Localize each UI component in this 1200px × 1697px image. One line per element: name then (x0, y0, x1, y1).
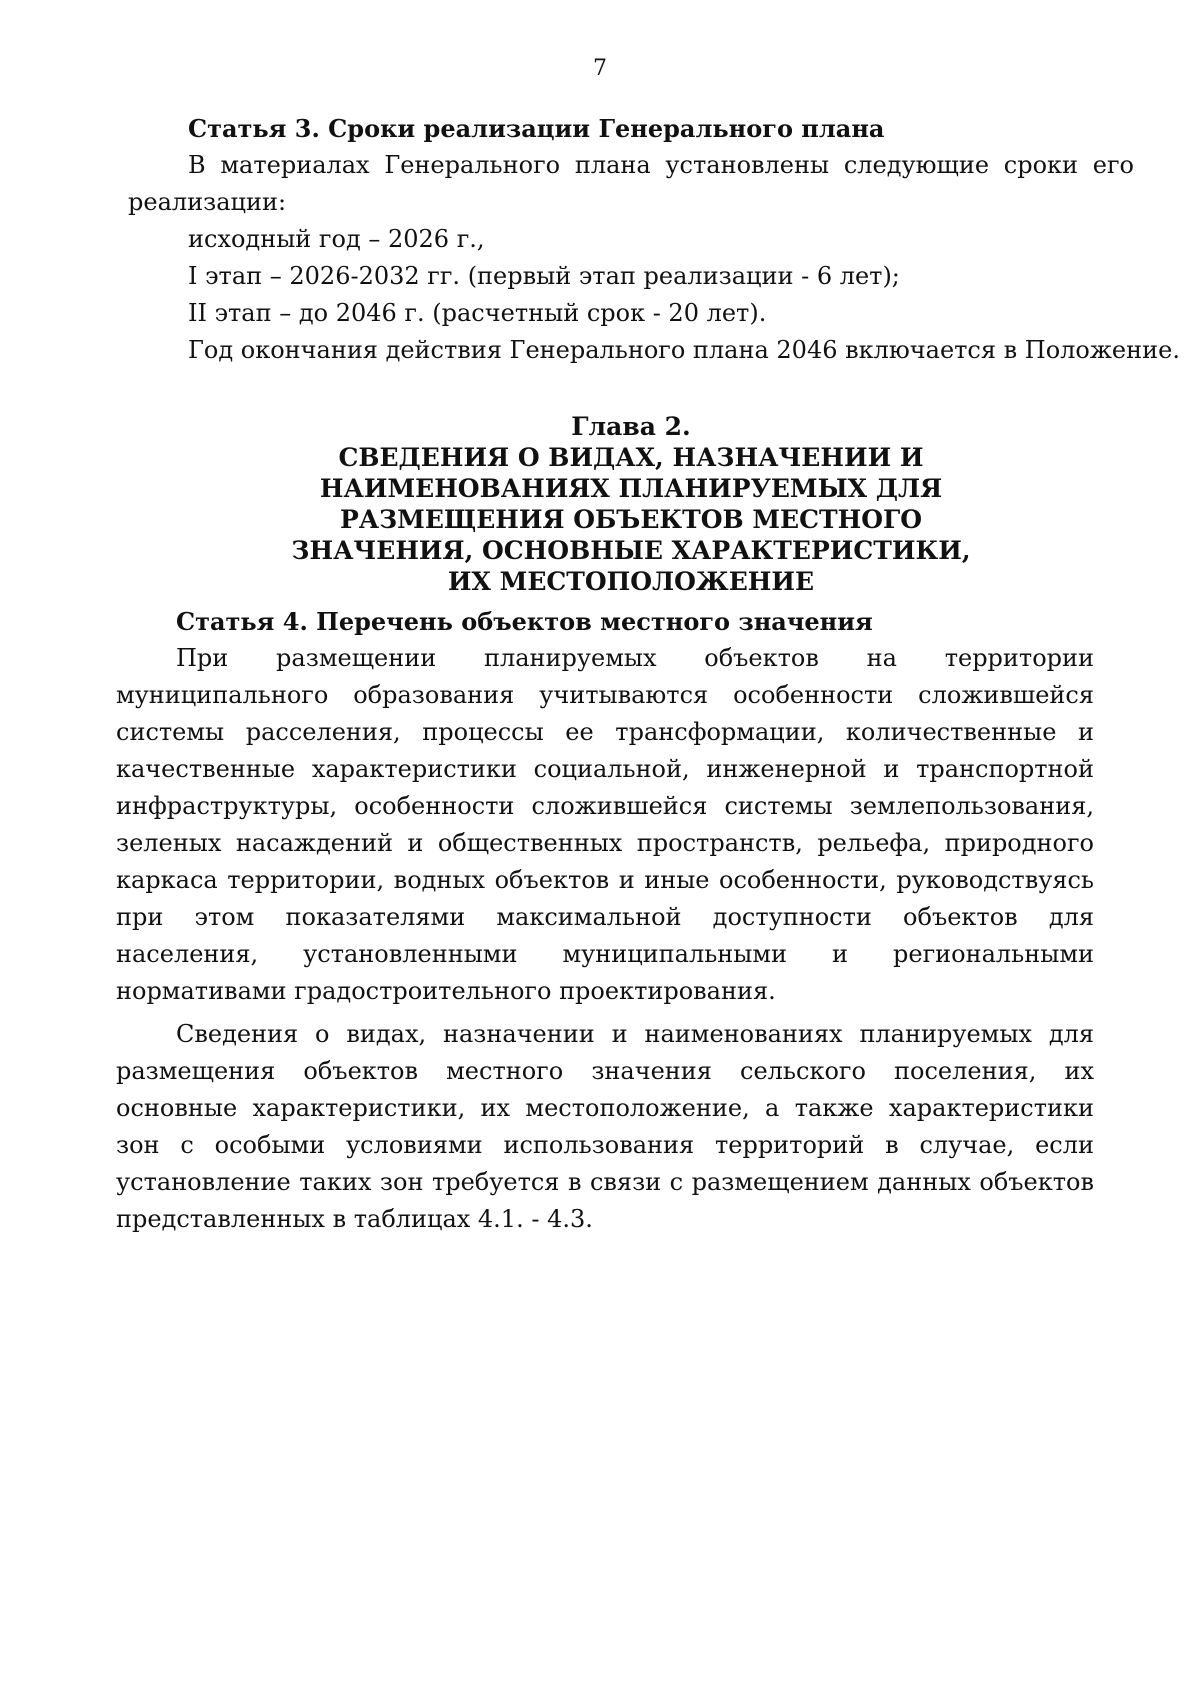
article-3-item-stage-1: I этап – 2026-2032 гг. (первый этап реализации - 6 лет); (188, 262, 900, 290)
page-number: 7 (593, 56, 607, 81)
article-4-section (116, 603, 1094, 1238)
article-3-closing: Год окончания действия Генерального плана 2046 включается в Положение. (188, 336, 1180, 364)
chapter-2-block (128, 411, 1134, 597)
article-4-title: Статья 4. Перечень объектов местного значения (176, 607, 873, 636)
article-3-title: Статья 3. Сроки реализации Генерального плана (188, 114, 885, 143)
article-4-paragraph-1: При размещении планируемых объектов на территории муниципального образования учитываются особенности сложившейся системы расселения, процессы ее трансформации, количественные и качественные характеристики социальной, инженерной и транспортной инфраструктуры, особенности сложившейся системы землепользования, зеленых насаждений и общественных пространств, рельефа, природного каркаса территории, водных объектов и иные особенности, руководствуясь при этом показателями максимальной доступности объектов для населения, установленными муниципальными и региональными нормативами градостроительного проектирования. (116, 644, 1094, 1005)
chapter-2-title: СВЕДЕНИЯ О ВИДАХ, НАЗНАЧЕНИИ И НАИМЕНОВАНИЯХ ПЛАНИРУЕМЫХ ДЛЯ РАЗМЕЩЕНИЯ ОБЪЕКТОВ МЕСТНОГО ЗНАЧЕНИЯ, ОСНОВНЫЕ ХАРАКТЕРИСТИКИ, ИХ МЕСТОПОЛОЖЕНИЕ (291, 443, 971, 596)
article-4-paragraph-2: Сведения о видах, назначении и наименованиях планируемых для размещения объектов местного значения сельского поселения, их основные характеристики, их местоположение, а также характеристики зон с особыми условиями использования территорий в случае, если установление таких зон требуется в связи с размещением данных объектов представленных в таблицах 4.1. - 4.3. (116, 1020, 1094, 1233)
article-3-intro: В материалах Генерального плана установлены следующие сроки его реализации: (128, 151, 1134, 216)
chapter-2-heading: Глава 2. (571, 412, 691, 441)
article-3-item-stage-2: II этап – до 2046 г. (расчетный срок - 20 лет). (188, 299, 767, 327)
article-3-item-base-year: исходный год – 2026 г., (188, 225, 485, 253)
article-3-section (128, 110, 1180, 369)
